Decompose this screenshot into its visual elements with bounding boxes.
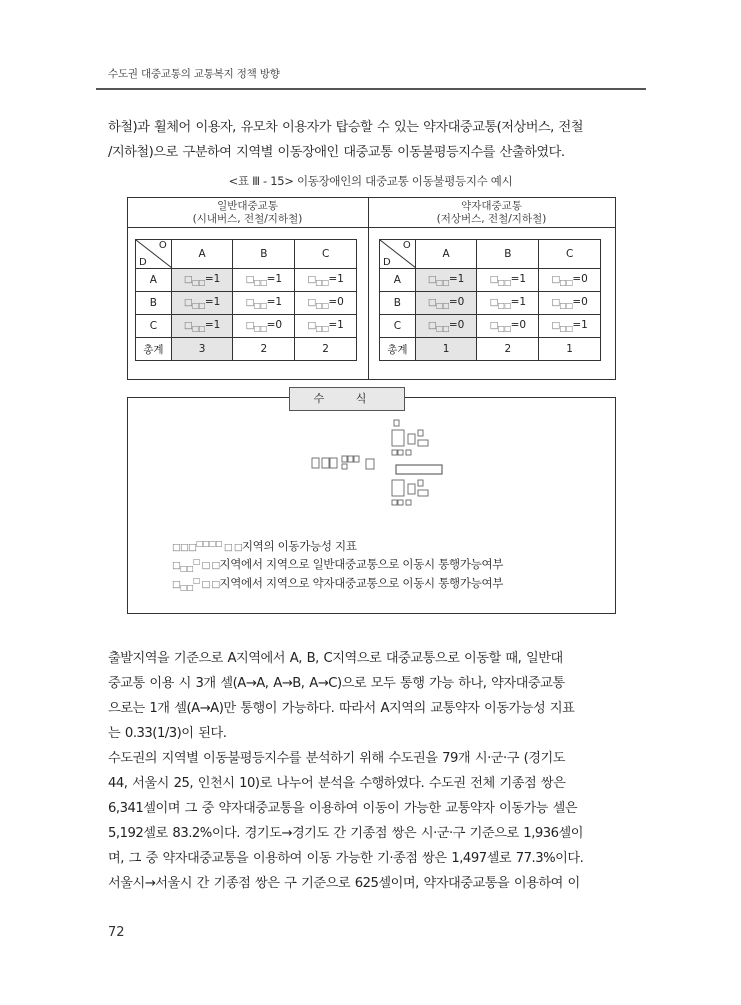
accessible-transit-matrix: [379, 239, 601, 361]
formula-symbol-icon: $□_{□□}$: [551, 297, 573, 310]
total-cell: 3: [171, 338, 233, 361]
row-header: B: [380, 292, 416, 315]
row-header: C: [136, 315, 172, 338]
col-header: A: [415, 240, 477, 269]
formula-symbol-icon: $□_{□□}$: [551, 274, 573, 287]
matrix-cell: [477, 292, 539, 315]
cell-value: =1: [448, 273, 465, 286]
definition-text: 지역에서 지역으로 약자대중교통으로 이동시 통행가능여부: [219, 576, 504, 590]
matrix-cell: [539, 269, 601, 292]
formula-symbol-icon: $□_{□□}^□$ □ □: [172, 556, 220, 573]
header-rule: [96, 88, 646, 90]
col-header: B: [477, 240, 539, 269]
formula-symbol-icon: $□_{□□}$: [489, 274, 511, 287]
formula-symbol-icon: $□_{□□}$: [427, 274, 449, 287]
matrix-cell: [539, 292, 601, 315]
formula-graphic: [300, 418, 460, 518]
cell-value: =1: [510, 296, 527, 309]
cell-value: =1: [204, 296, 221, 309]
matrix-cell: [295, 292, 357, 315]
total-cell: 1: [539, 338, 601, 361]
definition-line-2: [172, 556, 503, 573]
body-line-7: 6,341셀이며 그 중 약자대중교통을 이용하여 이동이 가능한 교통약자 이동가능 셀은: [108, 801, 578, 816]
formula-symbol-icon: $□_{□□}$: [183, 320, 205, 333]
formula-symbol-icon: $□_{□□}$: [245, 274, 267, 287]
accessible-transit-title: 약자대중교통: [461, 200, 522, 212]
total-label: 총계: [380, 338, 416, 361]
general-transit-title: 일반대중교통: [217, 200, 278, 212]
total-cell: 2: [233, 338, 295, 361]
cell-value: =1: [328, 273, 344, 286]
col-header: C: [295, 240, 357, 269]
formula-symbol-icon: $□_{□□}$: [245, 297, 267, 310]
destination-label: D: [139, 257, 147, 268]
table-caption: <표 Ⅲ - 15> 이동장애인의 대중교통 이동불평등지수 예시: [228, 174, 513, 188]
formula-symbol-icon: □□□□□□□ □ □: [172, 538, 242, 553]
matrix-cell: [477, 315, 539, 338]
cell-value: =1: [204, 273, 221, 286]
cell-value: =0: [266, 319, 283, 332]
definition-line-3: [172, 575, 503, 592]
definition-line-1: [172, 538, 357, 554]
formula-symbol-icon: $□_{□□}$: [307, 297, 329, 310]
matrix-cell: [415, 292, 477, 315]
formula-title: 수 식: [289, 387, 405, 411]
definition-text: 지역의 이동가능성 지표: [241, 539, 357, 553]
formula-symbol-icon: $□_{□□}$: [307, 320, 329, 333]
body-line-2: 중교통 이용 시 3개 셀(A→A, A→B, A→C)으로 모두 통행 가능 하나, 약자대중교통: [108, 676, 565, 691]
matrix-cell: [539, 315, 601, 338]
formula-symbol-icon: $□_{□□}$: [489, 320, 511, 333]
formula-symbol-icon: $□_{□□}$: [427, 320, 449, 333]
col-header: C: [539, 240, 601, 269]
intro-line-1: 하철)과 휠체어 이용자, 유모차 이용자가 탑승할 수 있는 약자대중교통(저상버스, 전철: [108, 120, 584, 135]
body-line-8: 5,192셀로 83.2%이다. 경기도→경기도 간 기종점 쌍은 시·군·구 기준으로 1,936셀이: [108, 826, 584, 841]
body-line-9: 며, 그 중 약자대중교통을 이용하여 이동 가능한 기·종점 쌍은 1,497셀로 77.3%이다.: [108, 851, 584, 866]
total-cell: 2: [295, 338, 357, 361]
matrix-cell: [295, 269, 357, 292]
accessible-transit-subtitle: (저상버스, 전철/지하철): [436, 213, 547, 225]
body-line-3: 으로는 1개 셀(A→A)만 통행이 가능하다. 따라서 A지역의 교통약자 이동가능성 지표: [108, 701, 575, 716]
cell-value: =0: [448, 296, 465, 309]
formula-symbol-icon: $□_{□□}^□$ □ □: [172, 575, 220, 592]
od-corner-cell: [380, 240, 416, 269]
cell-value: =0: [572, 273, 588, 286]
body-line-5: 수도권의 지역별 이동불평등지수를 분석하기 위해 수도권을 79개 시·군·구 (경기도: [108, 751, 565, 766]
row-header: A: [136, 269, 172, 292]
formula-symbol-icon: $□_{□□}$: [307, 274, 329, 287]
accessible-transit-heading: [369, 200, 614, 226]
matrix-cell: [415, 315, 477, 338]
formula-symbol-icon: $□_{□□}$: [551, 320, 573, 333]
cell-value: =0: [328, 296, 344, 309]
matrix-cell: [295, 315, 357, 338]
cell-value: =1: [204, 319, 221, 332]
destination-label: D: [383, 257, 391, 268]
cell-value: =0: [510, 319, 527, 332]
col-header: A: [171, 240, 233, 269]
general-transit-heading: [127, 200, 368, 226]
cell-value: =1: [266, 273, 283, 286]
cell-value: =1: [328, 319, 344, 332]
matrix-cell: [233, 315, 295, 338]
body-line-4: 는 0.33(1/3)이 된다.: [108, 726, 227, 741]
row-header: C: [380, 315, 416, 338]
row-header: A: [380, 269, 416, 292]
cell-value: =1: [266, 296, 283, 309]
general-transit-matrix: [135, 239, 357, 361]
origin-label: O: [402, 240, 411, 251]
matrix-cell: [233, 292, 295, 315]
cell-value: =1: [510, 273, 527, 286]
row-header: B: [136, 292, 172, 315]
cell-value: =0: [448, 319, 465, 332]
matrix-cell: [477, 269, 539, 292]
body-line-10: 서울시→서울시 간 기종점 쌍은 구 기준으로 625셀이며, 약자대중교통을 이용하여 이: [108, 876, 580, 891]
cell-value: =0: [572, 296, 588, 309]
total-cell: 2: [477, 338, 539, 361]
formula-symbol-icon: $□_{□□}$: [183, 274, 205, 287]
matrix-cell: [171, 269, 233, 292]
matrix-cell: [415, 269, 477, 292]
total-label: 총계: [136, 338, 172, 361]
body-line-6: 44, 서울시 25, 인천시 10)로 나누어 분석을 수행하였다. 수도권 전체 기종점 쌍은: [108, 776, 566, 791]
formula-symbol-icon: $□_{□□}$: [427, 297, 449, 310]
matrix-cell: [171, 292, 233, 315]
general-transit-subtitle: (시내버스, 전철/지하철): [192, 213, 303, 225]
matrix-cell: [171, 315, 233, 338]
origin-label: O: [158, 240, 167, 251]
running-header: 수도권 대중교통의 교통복지 정책 방향: [108, 68, 280, 80]
intro-line-2: /지하철)으로 구분하여 지역별 이동장애인 대중교통 이동불평등지수를 산출하였다.: [108, 145, 565, 160]
formula-symbol-icon: $□_{□□}$: [489, 297, 511, 310]
od-corner-cell: [136, 240, 172, 269]
matrix-cell: [233, 269, 295, 292]
body-line-1: 출발지역을 기준으로 A지역에서 A, B, C지역으로 대중교통으로 이동할 때, 일반대: [108, 651, 563, 666]
formula-symbol-icon: $□_{□□}$: [245, 320, 267, 333]
col-header: B: [233, 240, 295, 269]
page-number: 72: [108, 925, 125, 940]
table-header-rule: [127, 227, 616, 228]
cell-value: =1: [572, 319, 588, 332]
formula-symbol-icon: $□_{□□}$: [183, 297, 205, 310]
definition-text: 지역에서 지역으로 일반대중교통으로 이동시 통행가능여부: [219, 557, 504, 571]
total-cell: 1: [415, 338, 477, 361]
